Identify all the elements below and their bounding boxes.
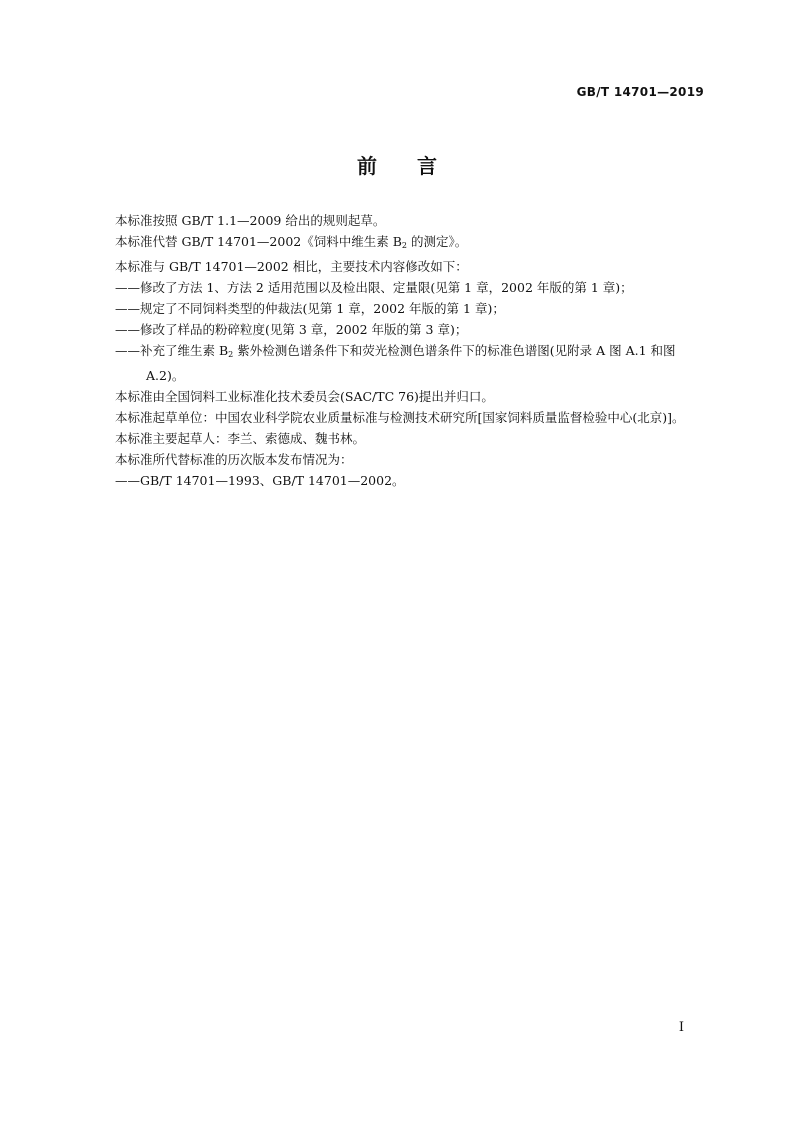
subscript-2: 2 [401, 241, 407, 250]
list-item-history: ——GB/T 14701—1993、GB/T 14701—2002。 [115, 473, 405, 488]
list-item-change-arbitration: ——规定了不同饲料类型的仲裁法(见第 1 章，2002 年版的第 1 章)； [115, 301, 505, 316]
paragraph-replaces-tail: 的测定》。 [407, 234, 468, 249]
paragraph-drafting-rules: 本标准按照 GB/T 1.1—2009 给出的规则起草。 [115, 213, 386, 228]
list-item-chromatograms-text: ——补充了维生素 B [115, 343, 229, 358]
list-item-change-chromatograms [90, 340, 706, 386]
page-number: I [678, 1020, 684, 1035]
paragraph-history-intro: 本标准所代替标准的历次版本发布情况为： [115, 452, 353, 467]
list-item-chromatograms-tail: 紫外检测色谱条件下和荧光检测色谱条件下的标准色谱图(见附录 A 图 A.1 和图 A.2)。 [146, 343, 676, 383]
page-title: 前言 [357, 154, 477, 178]
paragraph-drafting-units: 本标准起草单位：中国农业科学院农业质量标准与检测技术研究所[国家饲料质量监督检验中心(北京)]。 [115, 410, 685, 425]
list-item-change-scope: ——修改了方法 1、方法 2 适用范围以及检出限、定量限(见第 1 章，2002 年版的第 1 章)； [115, 280, 633, 295]
list-item-change-particle-size: ——修改了样品的粉碎粒度(见第 3 章，2002 年版的第 3 章)； [115, 322, 468, 337]
paragraph-changes-intro: 本标准与 GB/T 14701—2002 相比，主要技术内容修改如下： [115, 259, 468, 274]
paragraph-drafters: 本标准主要起草人：李兰、索德成、魏书林。 [115, 431, 366, 446]
paragraph-replaces-text: 本标准代替 GB/T 14701—2002《饲料中维生素 B [115, 234, 402, 249]
paragraph-replaces [90, 231, 706, 256]
subscript-2: 2 [228, 350, 234, 359]
paragraph-proposed-by: 本标准由全国饲料工业标准化技术委员会(SAC/TC 76)提出并归口。 [115, 389, 494, 404]
standard-code-header: GB/T 14701—2019 [576, 85, 704, 99]
foreword-body [90, 210, 706, 491]
